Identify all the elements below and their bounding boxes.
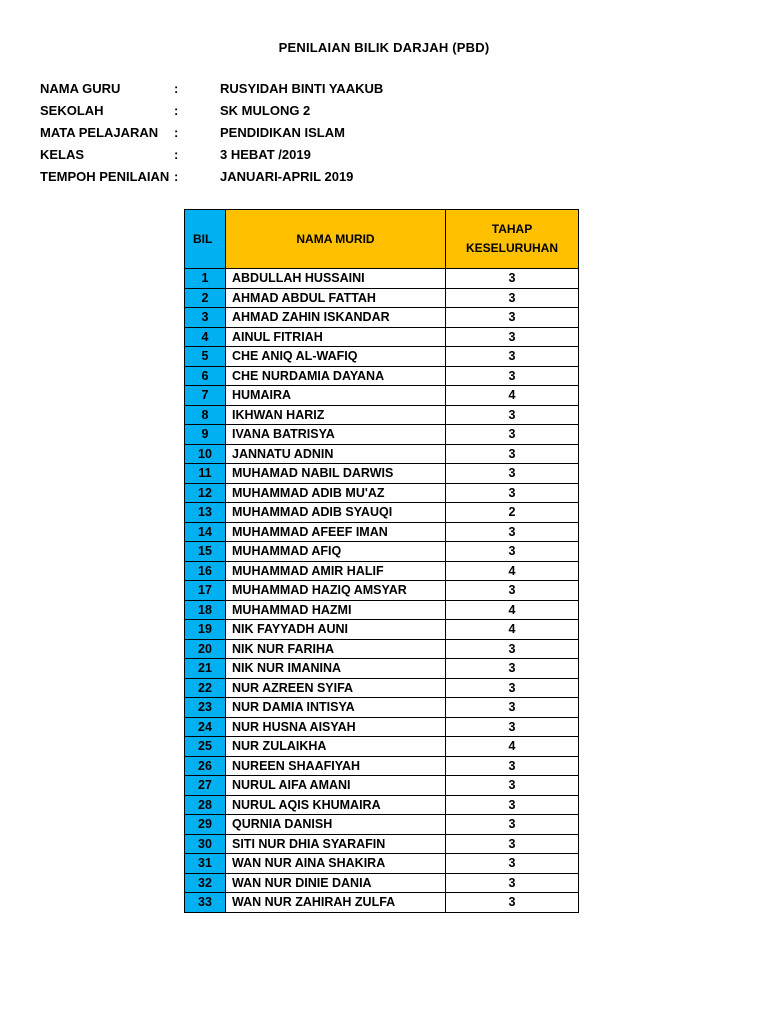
table-row <box>185 327 579 347</box>
bil-cell: 10 <box>185 444 226 464</box>
nama-murid-cell: WAN NUR AINA SHAKIRA <box>226 854 446 874</box>
table-row <box>185 386 579 406</box>
info-label: KELAS <box>40 147 85 162</box>
nama-murid-cell: WAN NUR ZAHIRAH ZULFA <box>226 893 446 913</box>
bil-cell: 19 <box>185 620 226 640</box>
nama-murid-cell: NURUL AIFA AMANI <box>226 776 446 796</box>
tahap-cell: 3 <box>446 444 579 464</box>
nama-murid-cell: MUHAMMAD AMIR HALIF <box>226 561 446 581</box>
table-row <box>185 717 579 737</box>
tahap-cell: 3 <box>446 834 579 854</box>
nama-murid-cell: NUR ZULAIKHA <box>226 737 446 757</box>
nama-murid-cell: NUR AZREEN SYIFA <box>226 678 446 698</box>
bil-cell: 25 <box>185 737 226 757</box>
tahap-cell: 3 <box>446 581 579 601</box>
table-row <box>185 639 579 659</box>
table-row <box>185 542 579 562</box>
nama-murid-cell: MUHAMMAD HAZIQ AMSYAR <box>226 581 446 601</box>
info-label: SEKOLAH <box>40 103 104 118</box>
bil-cell: 16 <box>185 561 226 581</box>
header-tahap-keseluruhan <box>446 210 579 269</box>
table-row <box>185 581 579 601</box>
tahap-cell: 2 <box>446 503 579 523</box>
tahap-cell: 3 <box>446 756 579 776</box>
nama-murid-cell: ABDULLAH HUSSAINI <box>226 269 446 289</box>
info-colon: : <box>174 147 179 162</box>
nama-murid-cell: AHMAD ABDUL FATTAH <box>226 288 446 308</box>
tahap-cell: 3 <box>446 873 579 893</box>
info-label: NAMA GURU <box>40 81 121 96</box>
tahap-cell: 3 <box>446 815 579 835</box>
bil-cell: 24 <box>185 717 226 737</box>
bil-cell: 9 <box>185 425 226 445</box>
tahap-cell: 4 <box>446 561 579 581</box>
bil-cell: 26 <box>185 756 226 776</box>
table-row <box>185 483 579 503</box>
table-row <box>185 678 579 698</box>
nama-murid-cell: SITI NUR DHIA SYARAFIN <box>226 834 446 854</box>
nama-murid-cell: MUHAMMAD AFEEF IMAN <box>226 522 446 542</box>
tahap-cell: 3 <box>446 678 579 698</box>
info-label: TEMPOH PENILAIAN <box>40 169 170 184</box>
table-row <box>185 308 579 328</box>
tahap-cell: 3 <box>446 308 579 328</box>
bil-cell: 27 <box>185 776 226 796</box>
tahap-cell: 3 <box>446 522 579 542</box>
bil-cell: 2 <box>185 288 226 308</box>
table-row <box>185 873 579 893</box>
table-row <box>185 795 579 815</box>
info-value: RUSYIDAH BINTI YAAKUB <box>220 81 384 96</box>
tahap-cell: 3 <box>446 288 579 308</box>
bil-cell: 17 <box>185 581 226 601</box>
bil-cell: 29 <box>185 815 226 835</box>
table-row <box>185 347 579 367</box>
nama-murid-cell: QURNIA DANISH <box>226 815 446 835</box>
header-tahap-line1: TAHAP <box>491 222 533 236</box>
nama-murid-cell: MUHAMMAD HAZMI <box>226 600 446 620</box>
student-grades-table <box>184 209 579 913</box>
tahap-cell: 3 <box>446 347 579 367</box>
document-title: PENILAIAN BILIK DARJAH (PBD) <box>278 40 490 55</box>
info-value: SK MULONG 2 <box>220 103 311 118</box>
nama-murid-cell: MUHAMMAD AFIQ <box>226 542 446 562</box>
table-row <box>185 600 579 620</box>
bil-cell: 23 <box>185 698 226 718</box>
bil-cell: 32 <box>185 873 226 893</box>
bil-cell: 11 <box>185 464 226 484</box>
info-label: MATA PELAJARAN <box>40 125 159 140</box>
table-row <box>185 776 579 796</box>
nama-murid-cell: NUREEN SHAAFIYAH <box>226 756 446 776</box>
tahap-cell: 4 <box>446 737 579 757</box>
bil-cell: 14 <box>185 522 226 542</box>
table-row <box>185 893 579 913</box>
bil-cell: 13 <box>185 503 226 523</box>
table-row <box>185 503 579 523</box>
tahap-cell: 3 <box>446 464 579 484</box>
bil-cell: 31 <box>185 854 226 874</box>
nama-murid-cell: MUHAMMAD ADIB SYAUQI <box>226 503 446 523</box>
table-row <box>185 288 579 308</box>
table-row <box>185 834 579 854</box>
table-row <box>185 464 579 484</box>
nama-murid-cell: IVANA BATRISYA <box>226 425 446 445</box>
nama-murid-cell: MUHAMMAD ADIB MU'AZ <box>226 483 446 503</box>
tahap-cell: 3 <box>446 854 579 874</box>
table-row <box>185 815 579 835</box>
tahap-cell: 3 <box>446 659 579 679</box>
header-tahap-line2: KESELURUHAN <box>465 241 558 255</box>
bil-cell: 5 <box>185 347 226 367</box>
table-row <box>185 405 579 425</box>
nama-murid-cell: NUR DAMIA INTISYA <box>226 698 446 718</box>
tahap-cell: 3 <box>446 366 579 386</box>
bil-cell: 30 <box>185 834 226 854</box>
table-row <box>185 737 579 757</box>
bil-cell: 15 <box>185 542 226 562</box>
table-row <box>185 522 579 542</box>
tahap-cell: 3 <box>446 893 579 913</box>
table-row <box>185 561 579 581</box>
table-row <box>185 659 579 679</box>
tahap-cell: 3 <box>446 639 579 659</box>
bil-cell: 7 <box>185 386 226 406</box>
nama-murid-cell: AHMAD ZAHIN ISKANDAR <box>226 308 446 328</box>
info-colon: : <box>174 125 179 140</box>
info-colon: : <box>174 81 179 96</box>
info-colon: : <box>174 169 179 184</box>
bil-cell: 22 <box>185 678 226 698</box>
tahap-cell: 4 <box>446 620 579 640</box>
header-nama-murid: NAMA MURID <box>226 210 446 269</box>
bil-cell: 1 <box>185 269 226 289</box>
tahap-cell: 3 <box>446 776 579 796</box>
tahap-cell: 3 <box>446 717 579 737</box>
bil-cell: 18 <box>185 600 226 620</box>
table-header-row <box>185 210 579 269</box>
table-row <box>185 425 579 445</box>
table-row <box>185 756 579 776</box>
header-bil: BIL <box>185 210 226 269</box>
table-row <box>185 444 579 464</box>
tahap-cell: 3 <box>446 795 579 815</box>
nama-murid-cell: NIK NUR IMANINA <box>226 659 446 679</box>
table-row <box>185 620 579 640</box>
table-row <box>185 366 579 386</box>
table-body <box>185 269 579 913</box>
nama-murid-cell: AINUL FITRIAH <box>226 327 446 347</box>
bil-cell: 12 <box>185 483 226 503</box>
tahap-cell: 3 <box>446 483 579 503</box>
info-value: PENDIDIKAN ISLAM <box>220 125 345 140</box>
tahap-cell: 3 <box>446 425 579 445</box>
bil-cell: 6 <box>185 366 226 386</box>
nama-murid-cell: CHE NURDAMIA DAYANA <box>226 366 446 386</box>
nama-murid-cell: WAN NUR DINIE DANIA <box>226 873 446 893</box>
nama-murid-cell: MUHAMAD NABIL DARWIS <box>226 464 446 484</box>
tahap-cell: 4 <box>446 600 579 620</box>
table-row <box>185 269 579 289</box>
tahap-cell: 3 <box>446 327 579 347</box>
nama-murid-cell: JANNATU ADNIN <box>226 444 446 464</box>
table-row <box>185 698 579 718</box>
tahap-cell: 3 <box>446 269 579 289</box>
info-value: JANUARI-APRIL 2019 <box>220 169 354 184</box>
nama-murid-cell: NUR HUSNA AISYAH <box>226 717 446 737</box>
tahap-cell: 3 <box>446 698 579 718</box>
nama-murid-cell: NIK FAYYADH AUNI <box>226 620 446 640</box>
bil-cell: 20 <box>185 639 226 659</box>
bil-cell: 33 <box>185 893 226 913</box>
info-value: 3 HEBAT /2019 <box>220 147 311 162</box>
bil-cell: 4 <box>185 327 226 347</box>
tahap-cell: 3 <box>446 405 579 425</box>
nama-murid-cell: NIK NUR FARIHA <box>226 639 446 659</box>
bil-cell: 3 <box>185 308 226 328</box>
nama-murid-cell: HUMAIRA <box>226 386 446 406</box>
bil-cell: 28 <box>185 795 226 815</box>
nama-murid-cell: NURUL AQIS KHUMAIRA <box>226 795 446 815</box>
info-colon: : <box>174 103 179 118</box>
bil-cell: 21 <box>185 659 226 679</box>
bil-cell: 8 <box>185 405 226 425</box>
tahap-cell: 4 <box>446 386 579 406</box>
nama-murid-cell: IKHWAN HARIZ <box>226 405 446 425</box>
table-row <box>185 854 579 874</box>
nama-murid-cell: CHE ANIQ AL-WAFIQ <box>226 347 446 367</box>
tahap-cell: 3 <box>446 542 579 562</box>
